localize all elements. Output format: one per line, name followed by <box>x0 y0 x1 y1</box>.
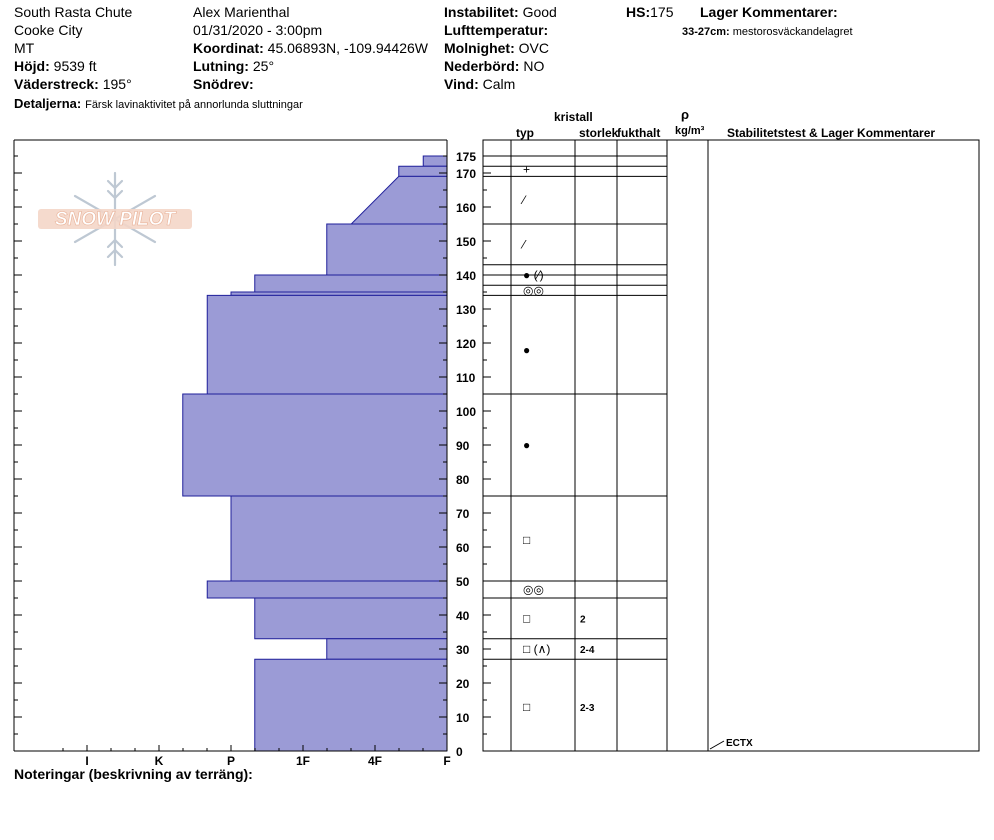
coord-label: Koordinat: <box>193 40 264 56</box>
grain-type: □ <box>523 533 531 548</box>
hardness-layer <box>327 639 447 659</box>
grain-type: + <box>523 162 531 177</box>
layer-connectors <box>483 156 511 751</box>
depth-tick-label: 120 <box>456 337 477 351</box>
hardness-layer <box>351 176 447 224</box>
sky-label: Molnighet: <box>444 40 515 56</box>
header-rho: ρ <box>681 107 690 122</box>
grain-size: 2-3 <box>580 702 595 714</box>
grain-type: ⁄ <box>523 193 526 208</box>
depth-tick-label: 50 <box>456 575 470 589</box>
hardness-tick-label: F <box>443 754 451 768</box>
depth-tick-label: 90 <box>456 439 470 453</box>
depth-tick-label: 20 <box>456 677 470 691</box>
drift-label: Snödrev: <box>193 76 254 92</box>
wind-value: Calm <box>482 76 516 92</box>
hardness-tick-label: 4F <box>367 754 383 768</box>
header-size: storlek <box>579 126 619 140</box>
grain-type: □ <box>523 611 531 626</box>
grain-type: ● <box>523 438 531 452</box>
hardness-layer <box>231 292 447 295</box>
aspect-label: Väderstreck: <box>14 76 99 92</box>
depth-tick-label: 160 <box>456 201 477 215</box>
hardness-layer <box>327 224 447 275</box>
range: Cooke City <box>14 22 83 38</box>
grain-size: 2 <box>580 614 586 626</box>
hardness-layer <box>207 581 447 598</box>
depth-tick-label: 140 <box>456 269 477 283</box>
hardness-layer <box>255 659 447 751</box>
stability-label: Instabilitet: <box>444 4 519 20</box>
header-density-unit: kg/m³ <box>675 125 705 137</box>
hardness-layer <box>423 156 447 166</box>
hardness-layer <box>399 166 447 176</box>
depth-tick-label: 150 <box>456 235 477 249</box>
logo-text: SNOW PILOT <box>54 209 176 230</box>
hardness-layer <box>255 598 447 639</box>
depth-tick-label: 60 <box>456 541 470 555</box>
header-type: typ <box>516 126 534 140</box>
notes-label: Noteringar (beskrivning av terräng): <box>14 766 253 782</box>
datetime: 01/31/2020 - 3:00pm <box>193 22 323 38</box>
precip-label: Nederbörd: <box>444 58 520 74</box>
elevation-value: 9539 ft <box>53 58 97 74</box>
hs-label: HS: <box>626 4 651 20</box>
hardness-tick-label: 1F <box>295 754 311 768</box>
precip-value: NO <box>523 58 545 74</box>
hardness-tick-label: K <box>154 754 164 768</box>
depth-tick-label: 0 <box>456 745 463 759</box>
aspect-value: 195° <box>102 76 132 92</box>
hs-value: 175 <box>650 4 674 20</box>
grain-type: ◎◎ <box>523 582 544 597</box>
stability-test-pointer <box>710 741 724 749</box>
stability-value: Good <box>522 4 557 20</box>
stability-tests <box>710 738 753 749</box>
grain-type: ● <box>523 342 531 357</box>
slope-value: 25° <box>252 58 275 74</box>
layer-comment-range: 33-27cm: <box>682 26 730 38</box>
depth-tick-label: 40 <box>456 609 470 623</box>
left-depth-ticks <box>14 156 22 751</box>
depth-tick-label: 100 <box>456 405 477 419</box>
hardness-layer <box>255 275 447 292</box>
sky-value: OVC <box>518 40 549 56</box>
grain-size-labels <box>580 614 595 713</box>
hardness-layers <box>183 156 447 751</box>
airtemp-label: Lufttemperatur: <box>444 22 549 38</box>
depth-tick-label: 30 <box>456 643 470 657</box>
details-value: Färsk lavinaktivitet på annorlunda sluttningar <box>85 99 303 111</box>
header-crystal: kristall <box>554 110 593 124</box>
grain-type: □ <box>523 699 531 714</box>
observer: Alex Marienthal <box>193 4 290 20</box>
depth-tick-label: 170 <box>456 167 477 181</box>
depth-tick-label: 70 <box>456 507 470 521</box>
grain-size: 2-4 <box>580 645 595 656</box>
grain-type: ● (⁄) <box>523 268 544 282</box>
elevation-label: Höjd: <box>14 58 50 74</box>
depth-tick-label: 80 <box>456 473 470 487</box>
grain-type: ◎◎ <box>523 283 544 298</box>
depth-tick-label: 10 <box>456 711 470 725</box>
layer-table-rows <box>511 156 667 751</box>
hardness-tick-label: P <box>226 754 236 768</box>
location: South Rasta Chute <box>14 4 133 20</box>
stability-test-label: ECTX <box>726 738 753 749</box>
header-stability: Stabilitetstest & Lager Kommentarer <box>727 126 936 140</box>
grain-type: ⁄ <box>523 237 526 252</box>
coord-value: 45.06893N, -109.94426W <box>267 40 428 56</box>
hardness-layer <box>183 394 447 496</box>
snowpilot-logo <box>38 173 192 265</box>
layer-comment-text: mestorosväckandelagret <box>732 26 853 38</box>
details-label: Detaljerna: <box>14 96 82 111</box>
hardness-layer <box>231 496 447 581</box>
grain-type: □ (∧) <box>523 642 551 656</box>
layer-comments-title: Lager Kommentarer: <box>700 4 838 20</box>
depth-tick-label: 130 <box>456 303 477 317</box>
hardness-layer <box>207 295 447 394</box>
state: MT <box>14 40 35 56</box>
grain-type-labels <box>520 163 550 714</box>
wind-label: Vind: <box>444 76 479 92</box>
slope-label: Lutning: <box>193 58 249 74</box>
depth-tick-label: 110 <box>456 371 476 385</box>
hardness-tick-label: I <box>85 754 89 768</box>
header-moisture: fukthalt <box>617 126 661 140</box>
depth-tick-label: 175 <box>456 150 477 164</box>
depth-tick-labels <box>456 150 476 759</box>
